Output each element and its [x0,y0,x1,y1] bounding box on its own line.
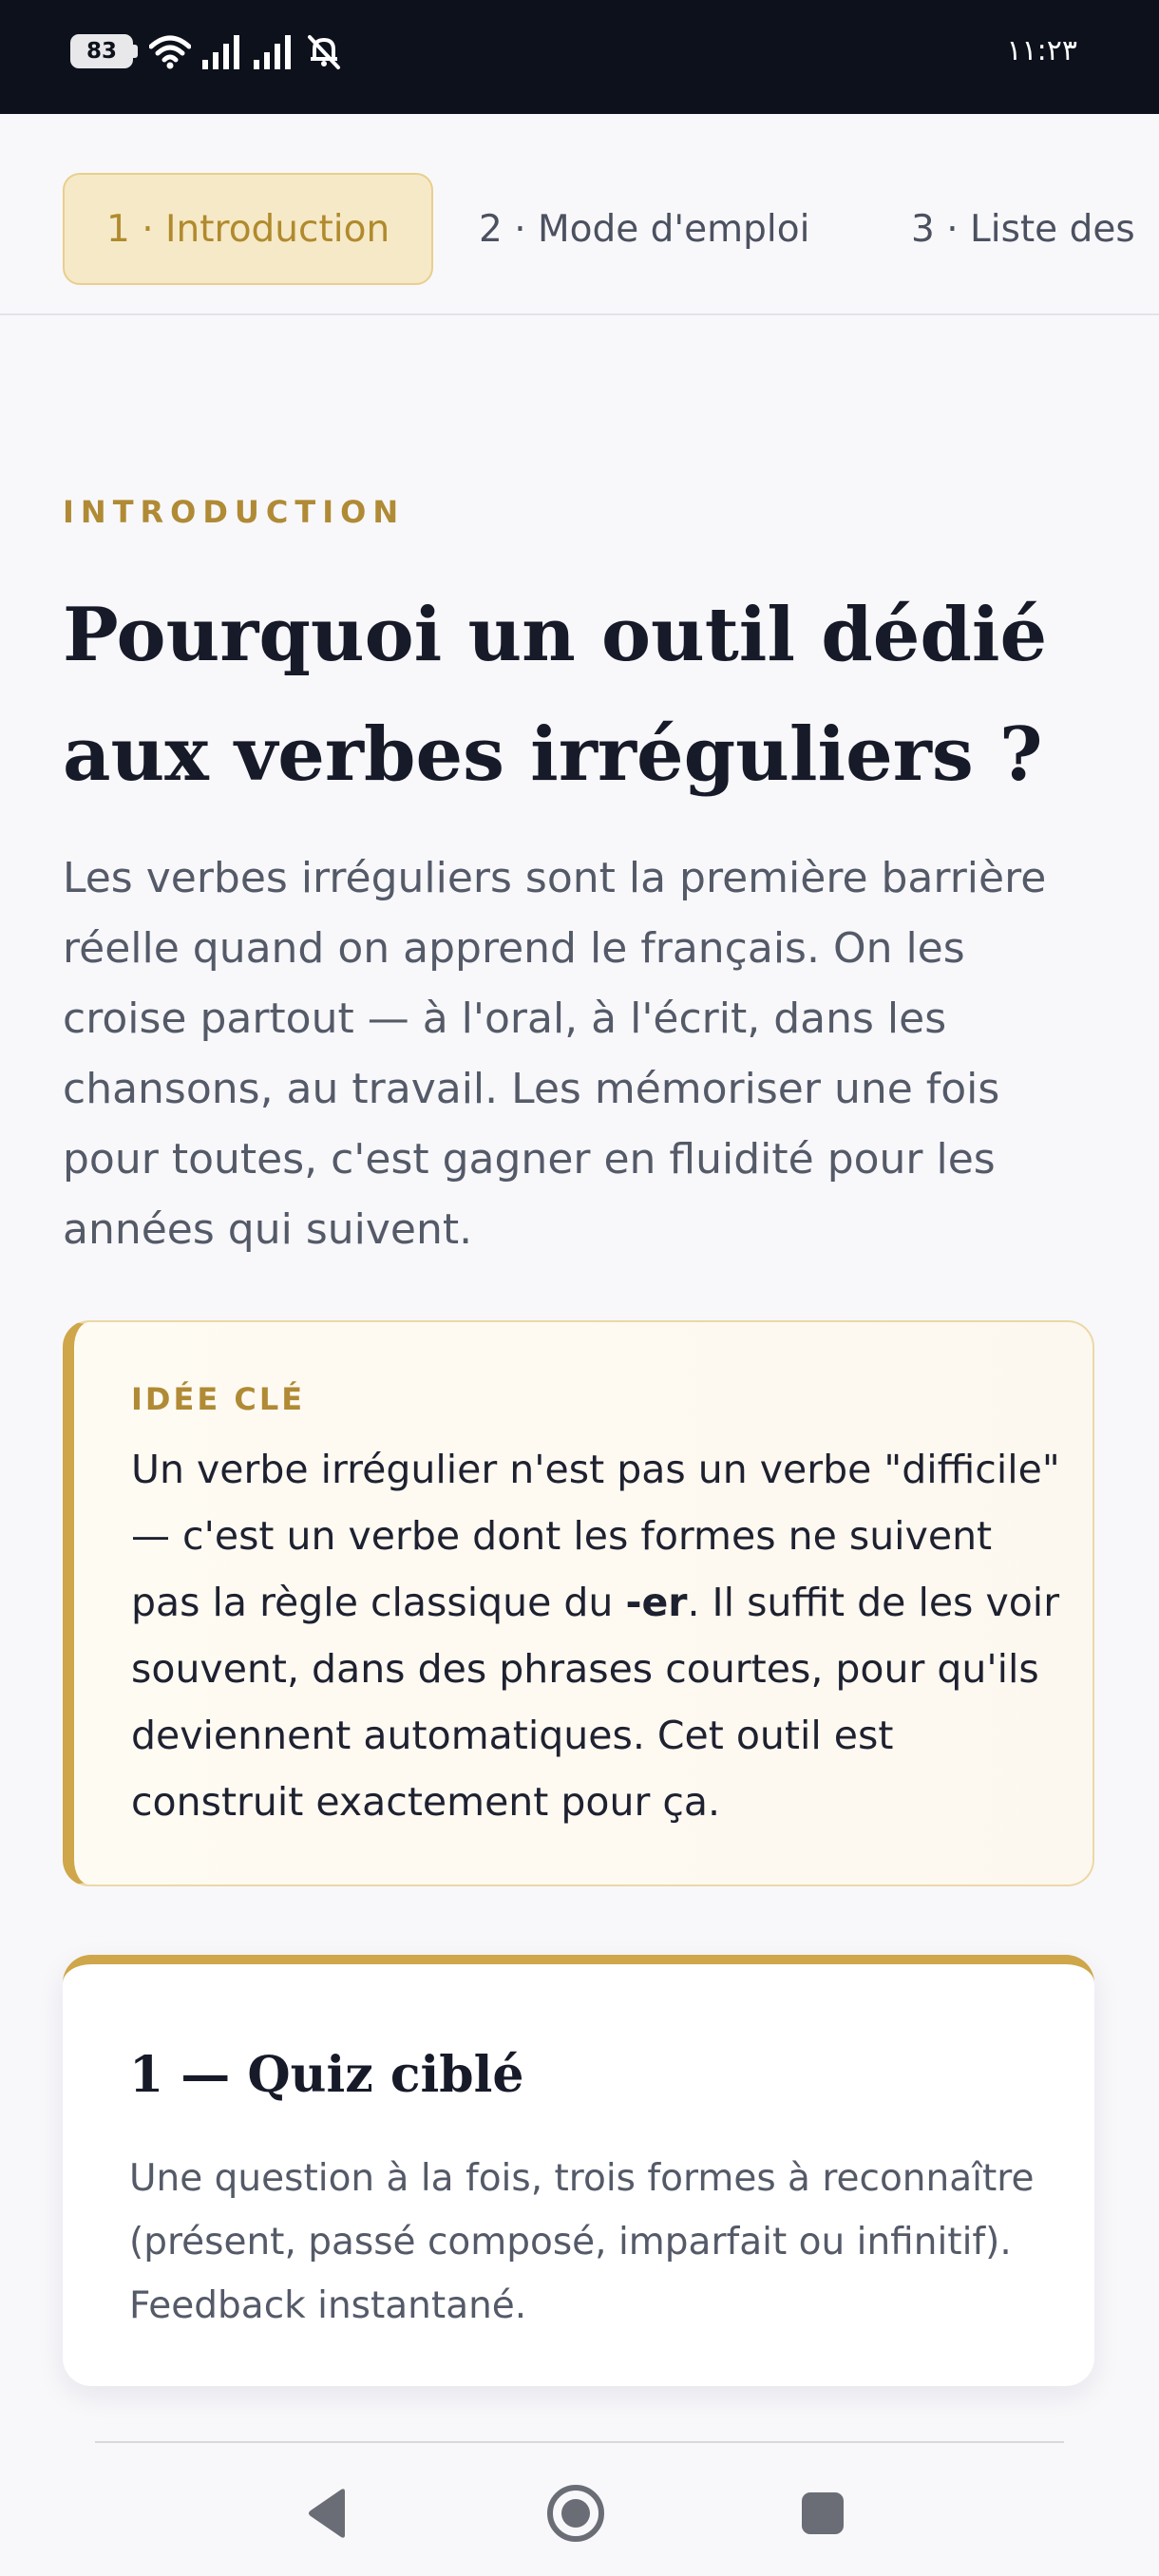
section-tabs [0,114,1159,315]
nav-divider [95,2441,1064,2443]
back-icon[interactable] [291,2475,367,2551]
page-title: Pourquoi un outil dédié aux verbes irréguliers ? [63,592,1048,798]
status-bar [0,0,1159,114]
wifi-icon [149,33,191,69]
callout-text [131,1436,1072,1835]
feature-card-quiz [63,1955,1094,2386]
key-idea-callout [63,1320,1094,1886]
section-eyebrow: INTRODUCTION [63,494,406,530]
recents-icon[interactable] [785,2475,861,2551]
callout-label: IDÉE CLÉ [131,1381,306,1417]
system-nav-bar [0,2441,1159,2576]
tab-liste[interactable]: 3 · Liste des [911,207,1135,251]
card-title: 1 — Quiz ciblé [129,2046,524,2104]
signal-icon [254,33,294,69]
card-text: Une question à la fois, trois formes à reconnaître (présent, passé composé, imparfait ou infinitif). Feedback instantané. [129,2157,1035,2327]
bell-off-icon [305,32,343,70]
battery-icon [70,34,138,68]
callout-text-part: . Il suffit de les voir souvent, dans des phrases courtes, pour qu'ils deviennent automatiques. Cet outil est construit exactement pour ça. [131,1580,1060,1825]
battery-level: 83 [70,34,133,68]
callout-text-part: Un verbe irrégulier n'est pas un verbe "difficile" — c'est un verbe dont les formes ne suivent pas la règle classique du [131,1447,1060,1625]
tab-introduction[interactable]: 1 · Introduction [63,173,433,285]
status-time: ١١:٢٣ [1006,34,1077,67]
status-icons [70,32,343,70]
tab-mode-emploi[interactable]: 2 · Mode d'emploi [479,207,810,251]
home-icon[interactable] [538,2475,614,2551]
intro-paragraph: Les verbes irréguliers sont la première barrière réelle quand on apprend le français. On les croise partout — à l'oral, à l'écrit, dans les chansons, au travail. Les mémoriser une fois pour toutes, c'est gagner en fluidité pour les années qui suivent. [63,854,1047,1254]
callout-text-bold: -er [625,1580,688,1625]
signal-icon [202,33,242,69]
